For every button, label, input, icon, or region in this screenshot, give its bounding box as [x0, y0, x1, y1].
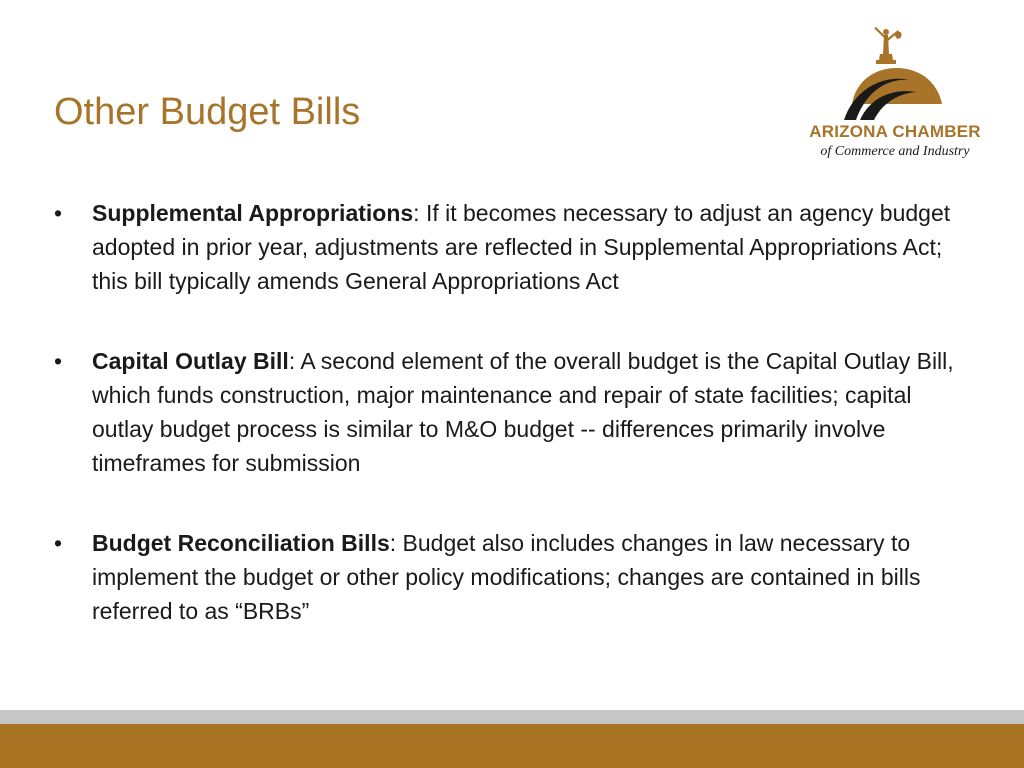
bullet-item-capital-outlay-bill — [54, 344, 954, 480]
bullet-term: Budget Reconciliation Bills — [92, 530, 390, 556]
arizona-chamber-logo — [800, 24, 990, 172]
bullet-text: : A second element of the overall budget is the Capital Outlay Bill, which funds construction, major maintenance and repair of state facilities; capital outlay budget process is similar to M&O budget -- differences primarily involve timeframes for submission — [92, 348, 954, 476]
logo-subtitle: of Commerce and Industry — [820, 144, 970, 159]
footer-gray-stripe — [0, 710, 1024, 724]
bullet-item-budget-reconciliation-bills — [54, 526, 954, 628]
bullet-term: Capital Outlay Bill — [92, 348, 289, 374]
slide-title: Other Budget Bills — [54, 91, 361, 133]
bullet-text: : Budget also includes changes in law necessary to implement the budget or other policy modifications; changes are contained in bills referred to as “BRBs” — [92, 530, 921, 624]
bullet-marker: • — [54, 530, 63, 556]
bullet-item-supplemental-appropriations — [54, 196, 954, 298]
logo-title: ARIZONA CHAMBER — [809, 122, 981, 141]
bullet-term: Supplemental Appropriations — [92, 200, 414, 226]
capitol-dome-icon — [800, 24, 990, 124]
bullet-marker: • — [54, 348, 63, 374]
bullet-list — [54, 196, 954, 628]
bullet-marker: • — [54, 200, 63, 226]
bullet-text: : If it becomes necessary to adjust an agency budget adopted in prior year, adjustments are reflected in Supplemental Appropriations Act; this bill typically amends General Appropriations Act — [92, 200, 951, 294]
footer-gold-band — [0, 724, 1024, 768]
